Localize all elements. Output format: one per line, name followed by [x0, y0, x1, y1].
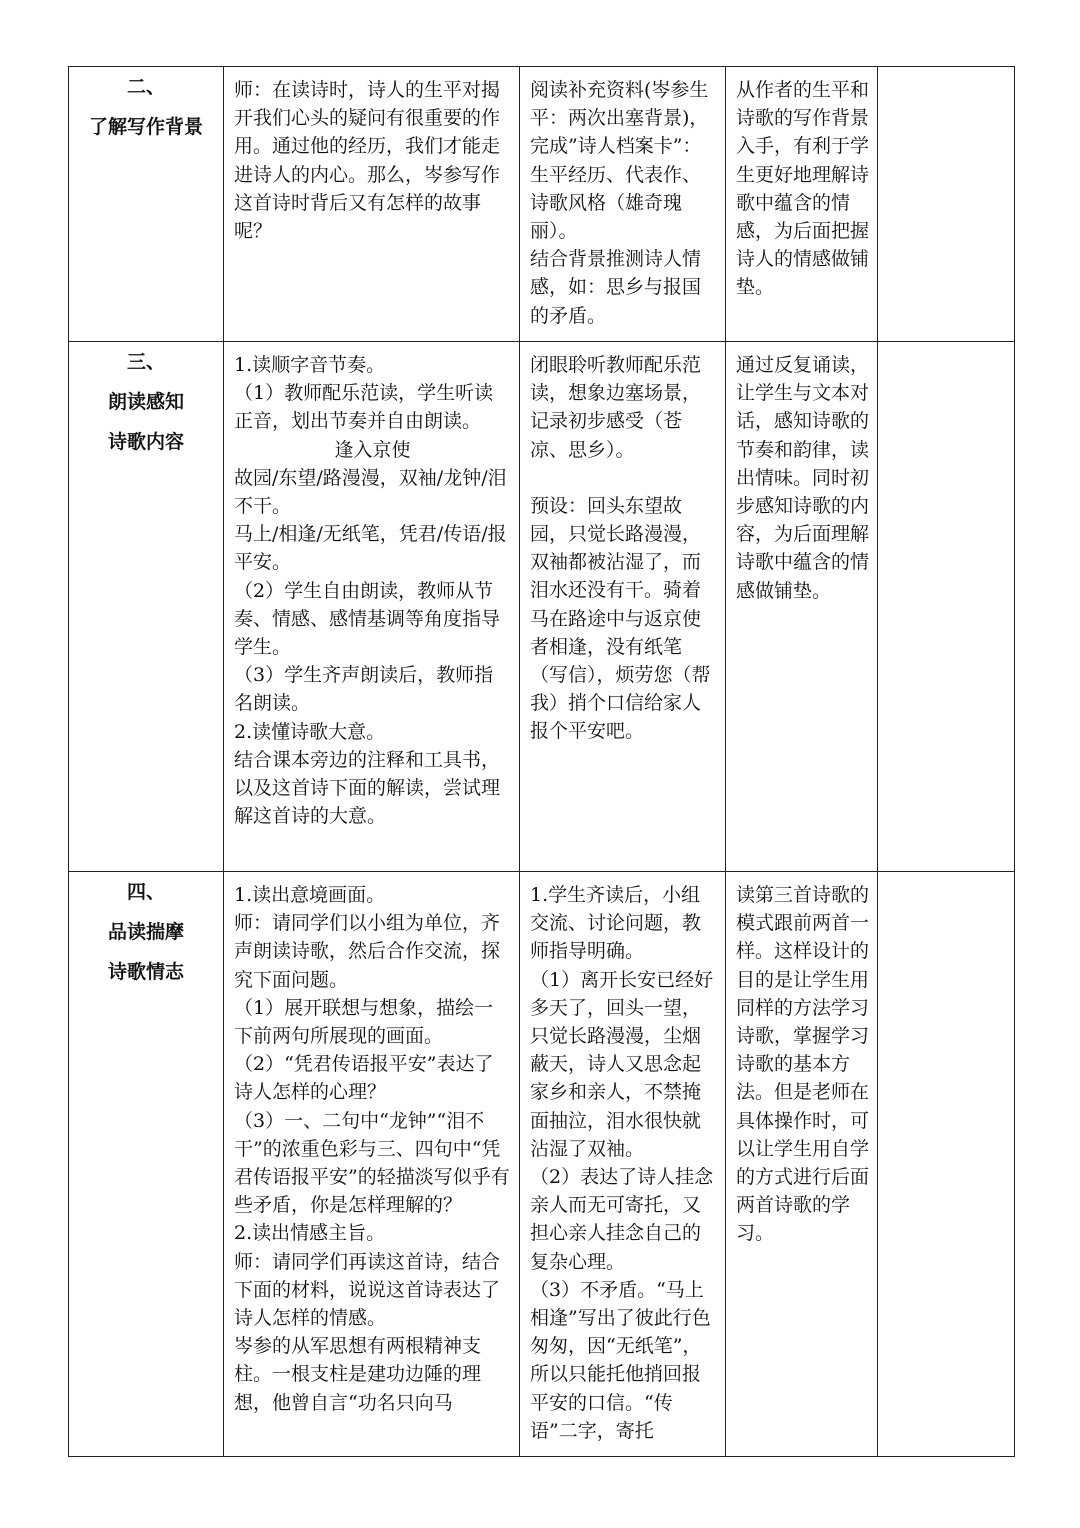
poem-title: 逢入京使 — [334, 438, 411, 461]
empty-cell — [878, 872, 1015, 1457]
student-text: 预设：回头东望故园，只觉长路漫漫，双袖都被沾湿了，而泪水还没有干。骑着马在路途中与返京使者相逢，没有纸笔（写信），烦劳您（帮我）捎个口信给家人报个平安吧。 — [530, 494, 711, 743]
student-text: 阅读补充资料(岑参生平：两次出塞背景)，完成”诗人档案卡”：生平经历、代表作、诗歌风格（雄奇瑰丽）。 — [530, 79, 709, 243]
design-intent-cell — [726, 67, 878, 342]
teacher-activity-cell — [224, 67, 520, 342]
empty-cell — [878, 67, 1015, 342]
stage-cell — [69, 342, 224, 872]
teacher-text: 2.读出情感主旨。 — [234, 1222, 386, 1245]
poem-line: 马上/相逢/无纸笔，凭君/传语/报平安。 — [234, 523, 507, 574]
student-text: 1.学生齐读后，小组交流、讨论问题，教师指导明确。 — [530, 884, 702, 963]
poem-line: 故园/东望/路漫漫，双袖/龙钟/泪不干。 — [234, 466, 507, 518]
stage-cell — [69, 872, 224, 1457]
design-intent-cell — [726, 342, 878, 872]
teacher-text: 结合课本旁边的注释和工具书，以及这首诗下面的解读，尝试理解这首诗的大意。 — [234, 748, 501, 828]
intent-text: 从作者的生平和诗歌的写作背景入手，有利于学生更好地理解诗歌中蕴含的情感，为后面把握诗人的情感做铺垫。 — [736, 79, 870, 299]
student-activity-cell — [520, 67, 726, 342]
table-row — [69, 872, 1015, 1457]
empty-cell — [878, 342, 1015, 872]
table-row — [69, 67, 1015, 342]
teacher-text: 师：请同学们再读这首诗，结合下面的材料，说说这首诗表达了诗人怎样的情感。 — [234, 1250, 501, 1330]
stage-number: 三、 — [126, 351, 165, 373]
teacher-text: （2）“凭君传语报平安”表达了诗人怎样的心理？ — [234, 1053, 494, 1104]
stage-title: 朗读感知 — [107, 391, 184, 413]
teacher-text: （3）一、二句中“龙钟”“泪不干”的浓重色彩与三、四句中“凭君传语报平安”的轻描淡写似乎有些矛盾，你是怎样理解的？ — [234, 1109, 510, 1217]
student-text: （2）表达了诗人挂念亲人而无可寄托，又担心亲人挂念自己的复杂心理。 — [530, 1166, 714, 1273]
student-text: （1）离开长安已经好多天了，回头一望，只觉长路漫漫，尘烟蔽天，诗人又思念起家乡和亲人，不禁掩面抽泣，泪水很快就沾湿了双袖。 — [530, 968, 714, 1160]
stage-title: 了解写作背景 — [88, 116, 203, 138]
teacher-text: 1.读顺字音节奏。 — [234, 354, 386, 376]
stage-number: 四、 — [126, 881, 165, 903]
student-activity-cell — [520, 872, 726, 1457]
stage-number: 二、 — [126, 76, 165, 98]
lesson-plan-table — [68, 66, 1015, 1457]
student-text: （3）不矛盾。“马上相逢”写出了彼此行色匆匆，因“无纸笔”，所以只能托他捎回报平安的口信。“传语”二字，寄托 — [530, 1278, 711, 1442]
teacher-text: 2.读懂诗歌大意。 — [234, 720, 386, 743]
table-row — [69, 342, 1015, 872]
stage-title: 品读揣摩 — [107, 921, 184, 943]
stage-cell — [69, 67, 224, 342]
teacher-text: （1）教师配乐范读，学生听读正音，划出节奏并自由朗读。 — [234, 382, 494, 433]
teacher-text: 岑参的从军思想有两根精神支柱。一根支柱是建功边陲的理想，他曾自言“功名只向马 — [234, 1335, 482, 1414]
teacher-text: 师：在读诗时，诗人的生平对揭开我们心头的疑问有很重要的作用。通过他的经历，我们才能走进诗人的内心。那么，岑参写作这首诗时背后又有怎样的故事呢？ — [234, 79, 501, 243]
teacher-text: （2）学生自由朗读，教师从节奏、情感、感情基调等角度指导学生。 — [234, 579, 501, 659]
intent-text: 通过反复诵读，让学生与文本对话，感知诗歌的节奏和韵律，读出情味。同时初步感知诗歌的内容，为后面理解诗歌中蕴含的情感做铺垫。 — [736, 354, 870, 602]
teacher-text: 1.读出意境画面。 — [234, 884, 386, 906]
student-text: 闭眼聆听教师配乐范读，想象边塞场景，记录初步感受（苍凉、思乡）。 — [530, 354, 702, 461]
intent-text: 读第三首诗歌的模式跟前两首一样。这样设计的目的是让学生用同样的方法学习诗歌，掌握学习诗歌的基本方法。但是老师在具体操作时，可以让学生用自学的方式进行后面两首诗歌的学习。 — [736, 884, 870, 1245]
stage-title: 诗歌情志 — [107, 961, 184, 983]
student-text: 结合背景推测诗人情感，如：思乡与报国的矛盾。 — [530, 248, 702, 327]
teacher-text: 师：请同学们以小组为单位，齐声朗读诗歌，然后合作交流，探究下面问题。 — [234, 912, 501, 991]
stage-title: 诗歌内容 — [107, 431, 184, 453]
design-intent-cell — [726, 872, 878, 1457]
teacher-text: （1）展开联想与想象，描绘一下前两句所展现的画面。 — [234, 996, 494, 1048]
teacher-text: （3）学生齐声朗读后，教师指名朗读。 — [234, 664, 494, 715]
teacher-activity-cell — [224, 872, 520, 1457]
teacher-activity-cell — [224, 342, 520, 872]
student-activity-cell — [520, 342, 726, 872]
